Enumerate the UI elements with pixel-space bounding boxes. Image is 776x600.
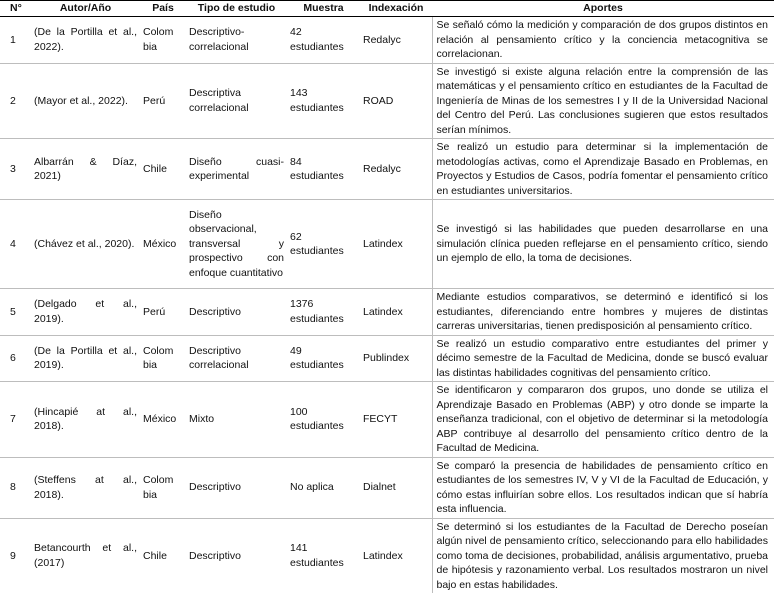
- cell-country: Colom bia: [140, 457, 186, 518]
- cell-author: (Steffens at al., 2018).: [31, 457, 140, 518]
- cell-sample: 141 estudiantes: [290, 542, 344, 569]
- cell-contributions: Se señaló cómo la medición y comparación de dos grupos distintos en relación al pensamiento crítico y la conciencia metacognitiva se correlacionan.: [432, 17, 774, 64]
- cell-study-type: Diseño cuasi-experimental: [186, 139, 287, 200]
- table-header-row: [0, 1, 774, 17]
- cell-number: 6: [0, 335, 31, 382]
- header-indexing: Indexación: [360, 1, 432, 17]
- cell-contributions: Se realizó un estudio comparativo entre estudiantes del primer y décimo semestre de la Facultad de Medicina, donde se buscó evaluar las distintas habilidades cognitivas del pensamiento crítico.: [432, 335, 774, 382]
- cell-country: México: [140, 382, 186, 458]
- cell-country: Perú: [140, 289, 186, 336]
- cell-contributions: Se identificaron y compararon dos grupos, uno donde se utiliza el Aprendizaje Basado en Problemas (ABP) y otro donde se imparte la enseñanza tradicional, con el objetivo de determinar si la metodología ABP contribuye al desarrollo del pensamiento crítico dentro de la Facultad de Medicina.: [432, 382, 774, 458]
- cell-contributions: Mediante estudios comparativos, se determinó e identificó si los estudiantes, diferenciando entre hombres y mujeres de distintas carreras universitarias, tienen predisposición al pensamiento crítico.: [432, 289, 774, 336]
- cell-number: 4: [0, 200, 31, 289]
- table-row: [0, 518, 774, 593]
- cell-author: (De la Portilla et al., 2022).: [31, 17, 140, 64]
- cell-author: Albarrán & Díaz, 2021): [31, 139, 140, 200]
- cell-indexing: FECYT: [360, 382, 432, 458]
- cell-study-type: Mixto: [186, 382, 287, 458]
- header-study-type: Tipo de estudio: [186, 1, 287, 17]
- header-contributions: Aportes: [432, 1, 774, 17]
- cell-sample: 1376 estudiantes: [287, 289, 360, 336]
- header-sample: Muestra: [287, 1, 360, 17]
- cell-author: (Mayor et al., 2022).: [31, 63, 140, 139]
- cell-study-type: Descriptivo: [186, 289, 287, 336]
- cell-indexing: Latindex: [363, 549, 403, 562]
- cell-sample: 84 estudiantes: [287, 139, 360, 200]
- cell-number: 8: [0, 457, 31, 518]
- cell-study-type: Descriptivo correlacional: [186, 335, 287, 382]
- cell-study-type: Descriptiva correlacional: [186, 63, 287, 139]
- cell-author: (Hincapié at al., 2018).: [31, 382, 140, 458]
- cell-author: (De la Portilla et al., 2019).: [31, 335, 140, 382]
- cell-contributions: Se comparó la presencia de habilidades de pensamiento crítico en estudiantes de los semestres IV, V y VI de la Facultad de Educación, y cómo estas influirían sobre ellos. Los resultados indican que sí habría esta influencia.: [432, 457, 774, 518]
- cell-indexing: Redalyc: [360, 139, 432, 200]
- cell-contributions: Se investigó si las habilidades que pueden desarrollarse en una simulación clínica pueden reflejarse en el pensamiento crítico, siendo un ejemplo de ello, la toma de decisiones.: [432, 200, 774, 289]
- cell-author: Betancourth et al., (2017): [34, 542, 137, 569]
- cell-sample: 49 estudiantes: [287, 335, 360, 382]
- cell-sample: 42 estudiantes: [287, 17, 360, 64]
- cell-author: (Chávez et al., 2020).: [31, 200, 140, 289]
- table-row: [0, 63, 774, 139]
- table-row: [0, 289, 774, 336]
- cell-indexing: Dialnet: [360, 457, 432, 518]
- table-row: [0, 335, 774, 382]
- header-author: Autor/Año: [31, 1, 140, 17]
- cell-number: 3: [0, 139, 31, 200]
- table-row: [0, 17, 774, 64]
- cell-contributions: Se realizó un estudio para determinar si la implementación de metodologías activas, como el Aprendizaje Basado en Problemas, en Proyectos y Estudios de Casos, podría fomentar el pensamiento crítico en estudiantes universitarios.: [432, 139, 774, 200]
- cell-study-type: Descriptivo: [189, 549, 241, 562]
- cell-number: 1: [0, 17, 31, 64]
- cell-country: México: [140, 200, 186, 289]
- cell-sample: 143 estudiantes: [287, 63, 360, 139]
- cell-study-type: Descriptivo-correlacional: [186, 17, 287, 64]
- table-row: [0, 200, 774, 289]
- cell-author: (Delgado et al., 2019).: [31, 289, 140, 336]
- cell-study-type: Diseño observacional, transversal y prospectivo con enfoque cuantitativo: [186, 200, 287, 289]
- cell-country: Colom bia: [140, 335, 186, 382]
- cell-country: Chile: [143, 549, 167, 562]
- cell-country: Colom bia: [140, 17, 186, 64]
- cell-number: 9: [10, 549, 16, 562]
- cell-contributions: Se investigó si existe alguna relación entre la comprensión de las matemáticas y el pensamiento crítico en estudiantes de la Facultad de Ingeniería de Minas de los semestres I y II de la Universidad Nacional del Centro del Perú. Las conclusiones sugieren que estos resultados serían mínimos.: [432, 63, 774, 139]
- cell-country: Chile: [140, 139, 186, 200]
- cell-country: Perú: [140, 63, 186, 139]
- cell-indexing: Latindex: [360, 289, 432, 336]
- cell-sample: 100 estudiantes: [287, 382, 360, 458]
- cell-number: 5: [0, 289, 31, 336]
- cell-sample: 62 estudiantes: [287, 200, 360, 289]
- cell-indexing: ROAD: [360, 63, 432, 139]
- cell-contributions: Se determinó si los estudiantes de la Facultad de Derecho poseían algún nivel de pensamiento crítico, seleccionando para ello habilidades como toma de decisiones, probabilidad, análisis argumentativo, prueba de hipótesis y razonamiento verbal. Los resultados mostraron un nivel bajo en estas habilidades.: [432, 518, 774, 593]
- cell-study-type: Descriptivo: [186, 457, 287, 518]
- cell-indexing: Latindex: [360, 200, 432, 289]
- table-row: [0, 457, 774, 518]
- header-number: N°: [0, 1, 31, 17]
- cell-number: 7: [0, 382, 31, 458]
- table-row: [0, 382, 774, 458]
- table-row: [0, 139, 774, 200]
- cell-number: 2: [0, 63, 31, 139]
- header-country: País: [140, 1, 186, 17]
- cell-sample: No aplica: [287, 457, 360, 518]
- cell-indexing: Redalyc: [360, 17, 432, 64]
- cell-indexing: Publindex: [360, 335, 432, 382]
